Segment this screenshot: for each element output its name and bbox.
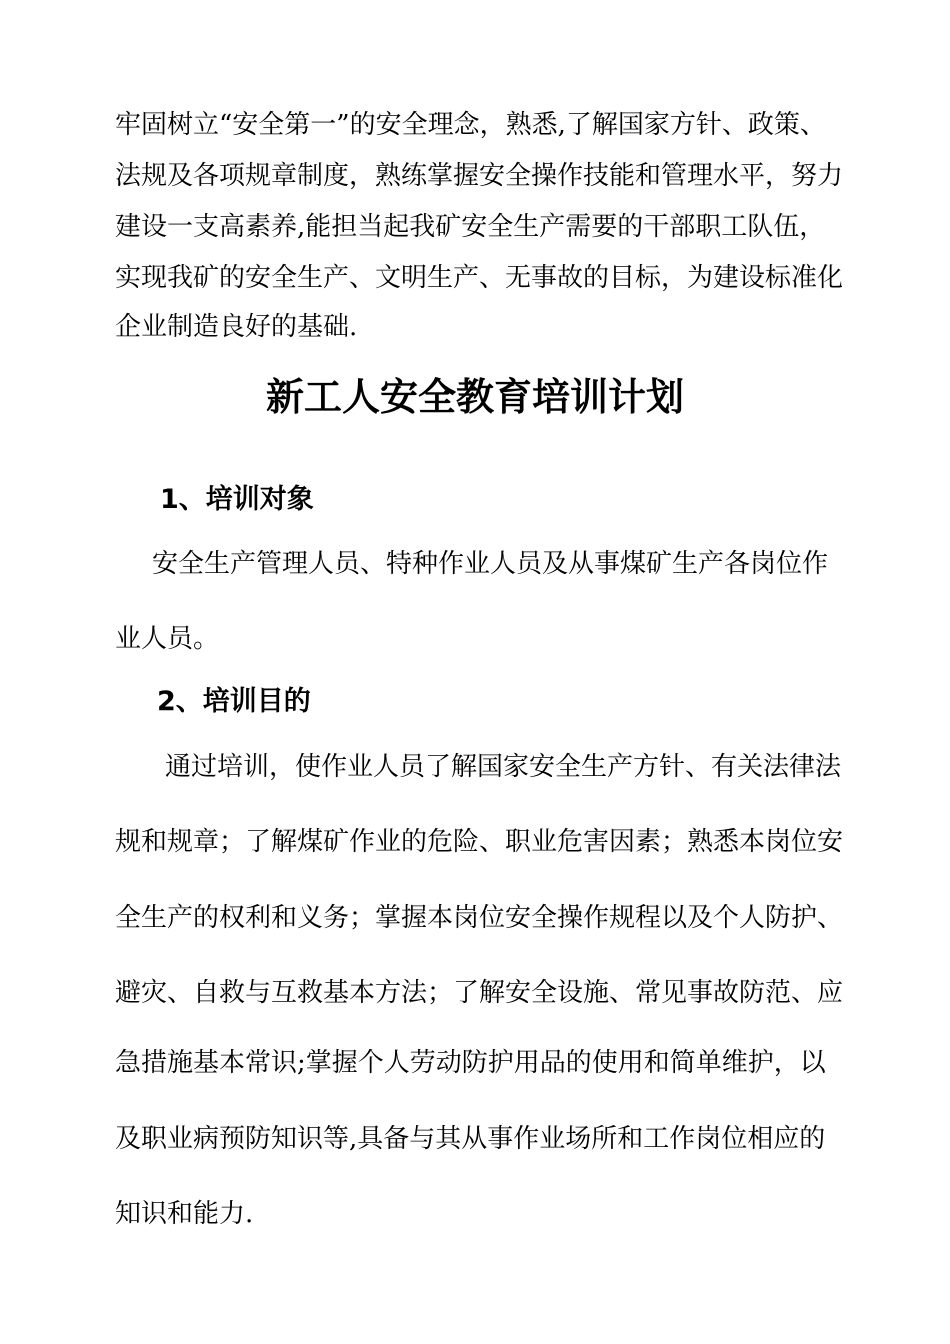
section-2-line-6: 及职业病预防知识等,具备与其从事作业场所和工作岗位相应的 bbox=[115, 1124, 826, 1154]
intro-line-5: 企业制造良好的基础. bbox=[115, 312, 358, 342]
section-2-line-3: 全生产的权利和义务；掌握本岗位安全操作规程以及个人防护、 bbox=[115, 903, 844, 933]
intro-line-2: 法规及各项规章制度，熟练掌握安全操作技能和管理水平，努力 bbox=[115, 161, 844, 191]
section-2-line-1: 通过培训，使作业人员了解国家安全生产方针、有关法律法 bbox=[165, 752, 842, 782]
section-2-line-7: 知识和能力. bbox=[115, 1199, 254, 1229]
intro-line-3: 建设一支高素养,能担当起我矿安全生产需要的干部职工队伍， bbox=[115, 212, 826, 242]
section-1-line-2: 业人员。 bbox=[115, 624, 220, 654]
section-1-line-1: 安全生产管理人员、特种作业人员及从事煤矿生产各岗位作 bbox=[152, 549, 829, 579]
section-2-line-5: 急措施基本常识;掌握个人劳动防护用品的使用和简单维护，以 bbox=[115, 1048, 826, 1078]
section-1-heading: 1、培训对象 bbox=[160, 484, 314, 515]
section-2-heading: 2、培训目的 bbox=[157, 686, 311, 717]
intro-line-4: 实现我矿的安全生产、文明生产、无事故的目标，为建设标准化 bbox=[115, 263, 844, 293]
intro-line-1: 牢固树立“安全第一”的安全理念，熟悉,了解国家方针、政策、 bbox=[115, 110, 826, 140]
section-2-line-4: 避灾、自救与互救基本方法；了解安全设施、常见事故防范、应 bbox=[115, 978, 844, 1008]
document-title: 新工人安全教育培训计划 bbox=[265, 375, 684, 419]
section-2-line-2: 规和规章；了解煤矿作业的危险、职业危害因素；熟悉本岗位安 bbox=[115, 827, 844, 857]
